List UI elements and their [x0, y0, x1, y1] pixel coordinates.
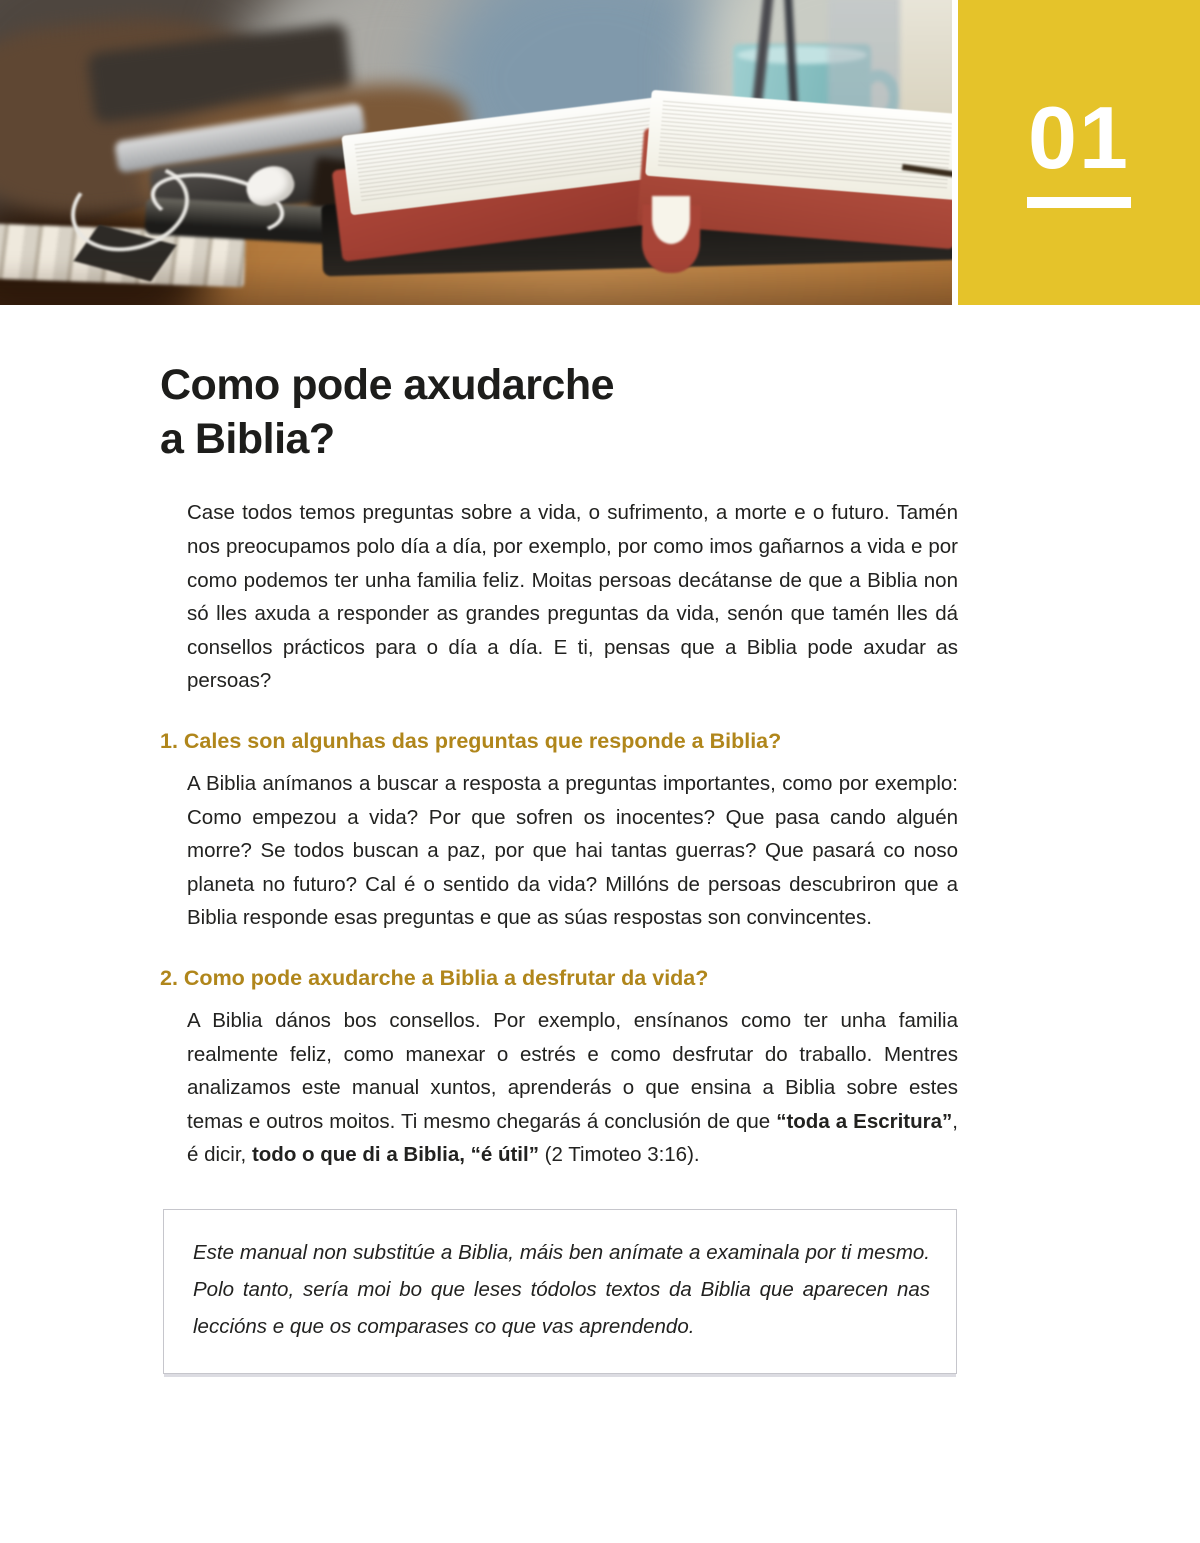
bible-spine-pages: [652, 196, 690, 244]
chapter-number: 01: [1028, 88, 1130, 187]
table-front-edge: [0, 262, 952, 305]
study-note-text: Este manual non substitúe a Biblia, máis ben anímate a examinala por ti mesmo. Polo tanto, sería moi bo que leses tódolos textos da Biblia que aparecen nas leccións e que os comparases co que vas aprendendo.: [193, 1241, 930, 1338]
question-2-paragraph: A Biblia dános bos consellos. Por exemplo, ensínanos como ter unha familia realmente feliz, como manexar o estrés e como desfrutar do traballo. Mentres analizamos este manual xuntos, aprenderás o que ensina a Biblia sobre estes temas e outros moitos. Ti mesmo chegarás á conclusión de que “toda a Escritura”, é dicir, todo o que di a Biblia, “é útil” (2 Timoteo 3:16).: [187, 1009, 958, 1167]
question-2-heading: 2. Como pode axudarche a Biblia a desfrutar da vida?: [160, 966, 709, 991]
lesson-content: [160, 358, 958, 1374]
intro-paragraph: Case todos temos preguntas sobre a vida, o sufrimento, a morte e o futuro. Tamén nos preocupamos polo día a día, por exemplo, por como imos gañarnos a vida e por como podemos ter unha familia feliz. Moitas persoas decátanse de que a Biblia non só lles axuda a responder as grandes preguntas da vida, senón que tamén lles dá consellos prácticos para o día a día. E ti, pensas que a Biblia pode axudar as persoas?: [187, 501, 958, 693]
question-1-heading: 1. Cales son algunhas das preguntas que responde a Biblia?: [160, 729, 782, 753]
chapter-number-underline: [1027, 197, 1131, 208]
page-header: [0, 0, 1200, 305]
page-title: [160, 358, 958, 466]
bible-study-photo: [0, 0, 952, 305]
chapter-badge: [958, 0, 1200, 305]
question-1-paragraph: A Biblia anímanos a buscar a resposta a preguntas importantes, como por exemplo: Como empezou a vida? Por que sofren os inocentes? Que pasa cando alguén morre? Se todos buscan a paz, por que hai tantas guerras? Que pasará co noso planeta no futuro? Cal é o sentido da vida? Millóns de persoas descubriron que a Biblia responde esas preguntas e que as súas respostas son convincentes.: [187, 772, 958, 930]
study-note-box: [163, 1209, 957, 1374]
page-title-line1: Como pode axudarche: [160, 361, 615, 409]
page-title-line2: a Biblia?: [160, 415, 335, 464]
